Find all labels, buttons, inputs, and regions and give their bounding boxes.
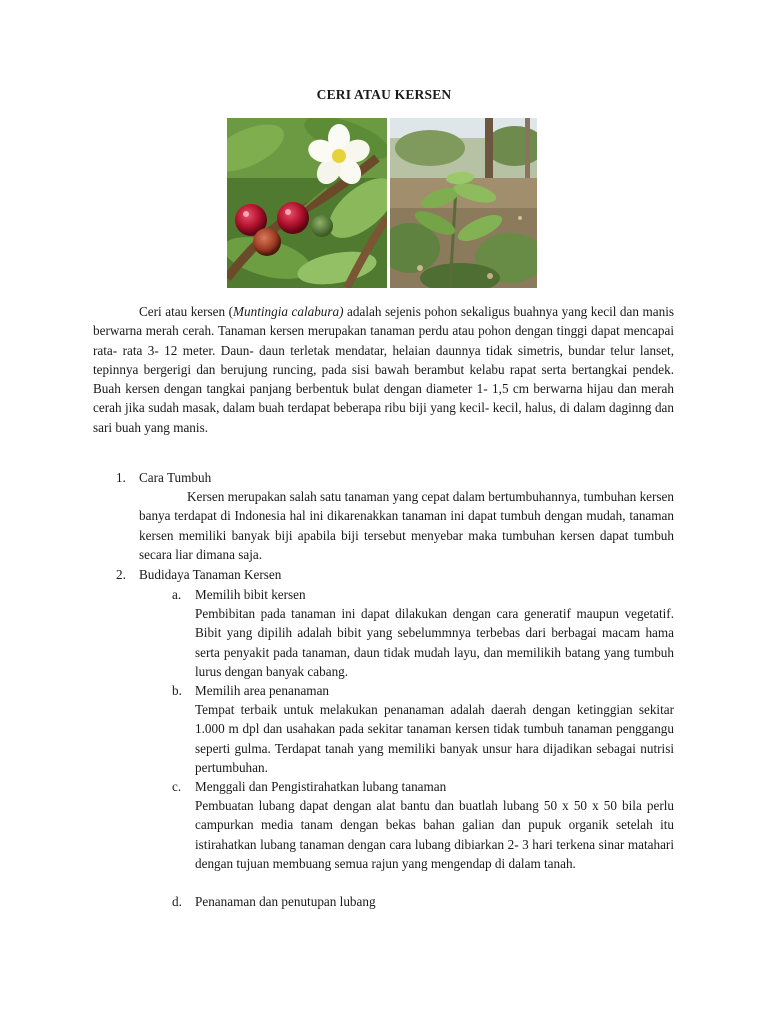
kersen-seedling-photo	[390, 118, 537, 288]
subsection-letter: a.	[172, 587, 182, 602]
section-body: Kersen merupakan salah satu tanaman yang cepat dalam bertumbuhannya, tumbuhan kersen banya terdapat di Indonesia hal ini dikarenakkan tanaman ini dapat tumbuh dengan mudah, tanaman kersen memiliki banyak biji apabila biji tersebut menyebar maka tumbuhan kersen dapat tumbuh secara liar dimana saja.	[139, 489, 674, 562]
subsection-heading: Memilih area penanaman	[195, 683, 330, 698]
subsection-heading: Menggali dan Pengistirahatkan lubang tanaman	[195, 779, 447, 794]
section-number: 1.	[116, 470, 126, 485]
subsection-heading: Memilih bibit kersen	[195, 587, 306, 602]
kersen-fruit-flower-photo	[227, 118, 387, 288]
section-heading: Cara Tumbuh	[139, 470, 212, 485]
intro-text-start: Ceri atau kersen (	[139, 304, 234, 319]
subsection-letter: d.	[172, 894, 182, 909]
section-number: 2.	[116, 567, 126, 582]
section-heading: Budidaya Tanaman Kersen	[139, 567, 282, 582]
subsection-letter: b.	[172, 683, 182, 698]
intro-paragraph	[93, 302, 674, 437]
subsection-body: Pembibitan pada tanaman ini dapat dilakukan dengan cara generatif maupun vegetatif. Bibit yang dipilih adalah bibit yang sebelummnya terbebas dari berbagai macam hama serta penyakit pada tanaman, daun tidak mudah layu, dan memilikih batang yang tumbuh lurus dengan banyak cabang.	[195, 606, 674, 679]
subsection-body: Pembuatan lubang dapat dengan alat bantu dan buatlah lubang 50 x 50 x 50 bila perlu campurkan media tanam dengan bekas bahan galian dan pupuk organik setelah itu istirahatkan lubang tanaman dengan cara lubang dibiarkan 2- 3 hari terkena sinar matahari dengan tujuan membuang semua rajun yang mengendap di dalam tanah.	[195, 798, 674, 871]
subsection-heading: Penanaman dan penutupan lubang	[195, 894, 376, 909]
subsection-body: Tempat terbaik untuk melakukan penanaman adalah daerah dengan ketinggian sekitar 1.000 m dpl dan usahakan pada sekitar tanaman kersen tidak tumbuh tanaman penggangu seperti gulma. Terdapat tanah yang memiliki banyak unsur hara dijadikan sebagai nutrisi pertumbuhan.	[195, 702, 674, 775]
document-title: CERI ATAU KERSEN	[316, 87, 452, 102]
intro-text-rest: adalah sejenis pohon sekaligus buahnya yang kecil dan manis berwarna merah cerah. Tanaman kersen merupakan tanaman perdu atau pohon dengan tinggi dapat mencapai rata- rata 3- 12 meter. Daun- daun terletak mendatar, helaian daunnya tidak simetris, bundar telur lanset, tepinnya bergerigi dan berujung runcing, pada sisi bawah berambut kelabu rapat serta bertangkai pendek. Buah kersen dengan tangkai panjang berbentuk bulat dengan diameter 1- 1,5 cm berwarna hijau dan merah cerah jika sudah masak, dalam buah terdapat beberapa ribu biji yang kecil- kecil, halus, di dalam daginng dan sari buah yang manis.	[93, 304, 674, 435]
subsection-letter: c.	[172, 779, 182, 794]
scientific-name: Muntingia calabura)	[233, 304, 344, 319]
